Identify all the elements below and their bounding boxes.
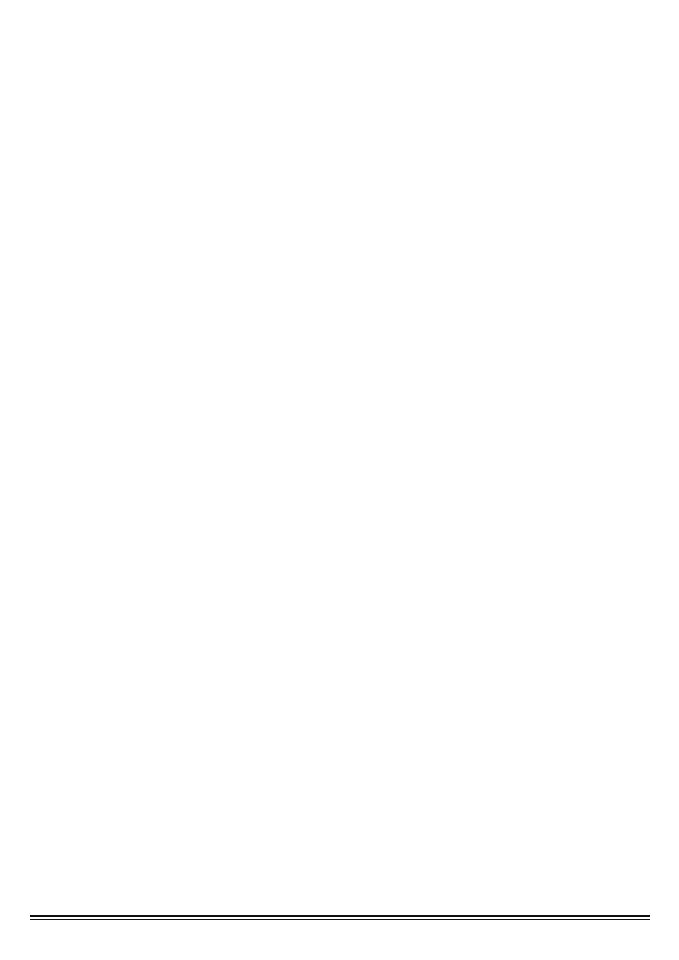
footer-rule-thick [30, 915, 650, 917]
footer-rule-thin [30, 919, 650, 920]
